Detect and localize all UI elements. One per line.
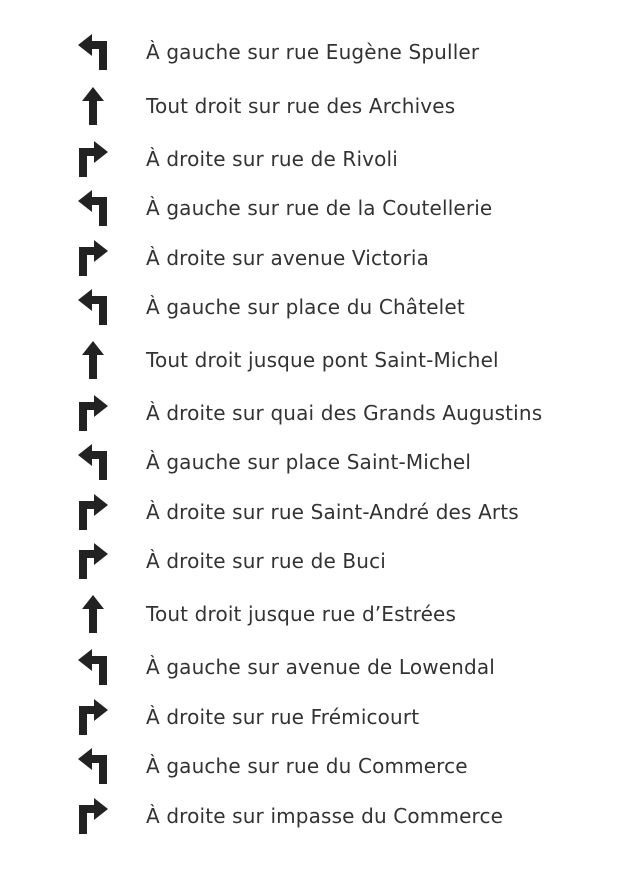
- direction-step-label: À droite sur rue de Rivoli: [146, 147, 398, 171]
- direction-step: [0, 238, 624, 278]
- turn-right-icon: [72, 492, 114, 532]
- direction-step: [0, 32, 624, 72]
- direction-step: [0, 139, 624, 179]
- direction-step: [0, 393, 624, 433]
- turn-left-icon: [72, 188, 114, 228]
- direction-step: [0, 796, 624, 836]
- turn-right-icon: [72, 796, 114, 836]
- direction-step: [0, 594, 624, 634]
- turn-left-icon: [72, 287, 114, 327]
- direction-step-label: À droite sur impasse du Commerce: [146, 804, 504, 828]
- direction-step-label: À droite sur rue Frémicourt: [146, 705, 420, 729]
- direction-step-label: À droite sur quai des Grands Augustins: [146, 401, 543, 425]
- turn-left-icon: [72, 442, 114, 482]
- turn-right-icon: [72, 541, 114, 581]
- direction-step: [0, 697, 624, 737]
- straight-arrow-icon: [72, 340, 114, 380]
- direction-step-label: À gauche sur rue de la Coutellerie: [146, 196, 493, 220]
- turn-right-icon: [72, 139, 114, 179]
- turn-right-icon: [72, 697, 114, 737]
- direction-step: [0, 188, 624, 228]
- direction-step: [0, 86, 624, 126]
- direction-step-label: Tout droit sur rue des Archives: [146, 94, 456, 118]
- turn-right-icon: [72, 238, 114, 278]
- straight-arrow-icon: [72, 86, 114, 126]
- turn-left-icon: [72, 647, 114, 687]
- turn-right-icon: [72, 393, 114, 433]
- direction-step: [0, 340, 624, 380]
- direction-step-label: Tout droit jusque rue d’Estrées: [146, 602, 457, 626]
- direction-step-label: À gauche sur rue Eugène Spuller: [146, 40, 480, 64]
- direction-step-label: À droite sur avenue Victoria: [146, 246, 430, 270]
- direction-step-label: Tout droit jusque pont Saint-Michel: [146, 348, 499, 372]
- direction-step-label: À gauche sur rue du Commerce: [146, 754, 468, 778]
- direction-step-label: À droite sur rue de Buci: [146, 549, 386, 573]
- direction-step: [0, 287, 624, 327]
- turn-left-icon: [72, 32, 114, 72]
- direction-step: [0, 442, 624, 482]
- direction-step: [0, 541, 624, 581]
- direction-step-label: À gauche sur avenue de Lowendal: [146, 655, 495, 679]
- straight-arrow-icon: [72, 594, 114, 634]
- direction-step: [0, 492, 624, 532]
- turn-left-icon: [72, 746, 114, 786]
- direction-step-label: À gauche sur place Saint-Michel: [146, 450, 472, 474]
- direction-step: [0, 647, 624, 687]
- direction-step-label: À gauche sur place du Châtelet: [146, 295, 465, 319]
- direction-step: [0, 746, 624, 786]
- direction-step-label: À droite sur rue Saint-André des Arts: [146, 500, 519, 524]
